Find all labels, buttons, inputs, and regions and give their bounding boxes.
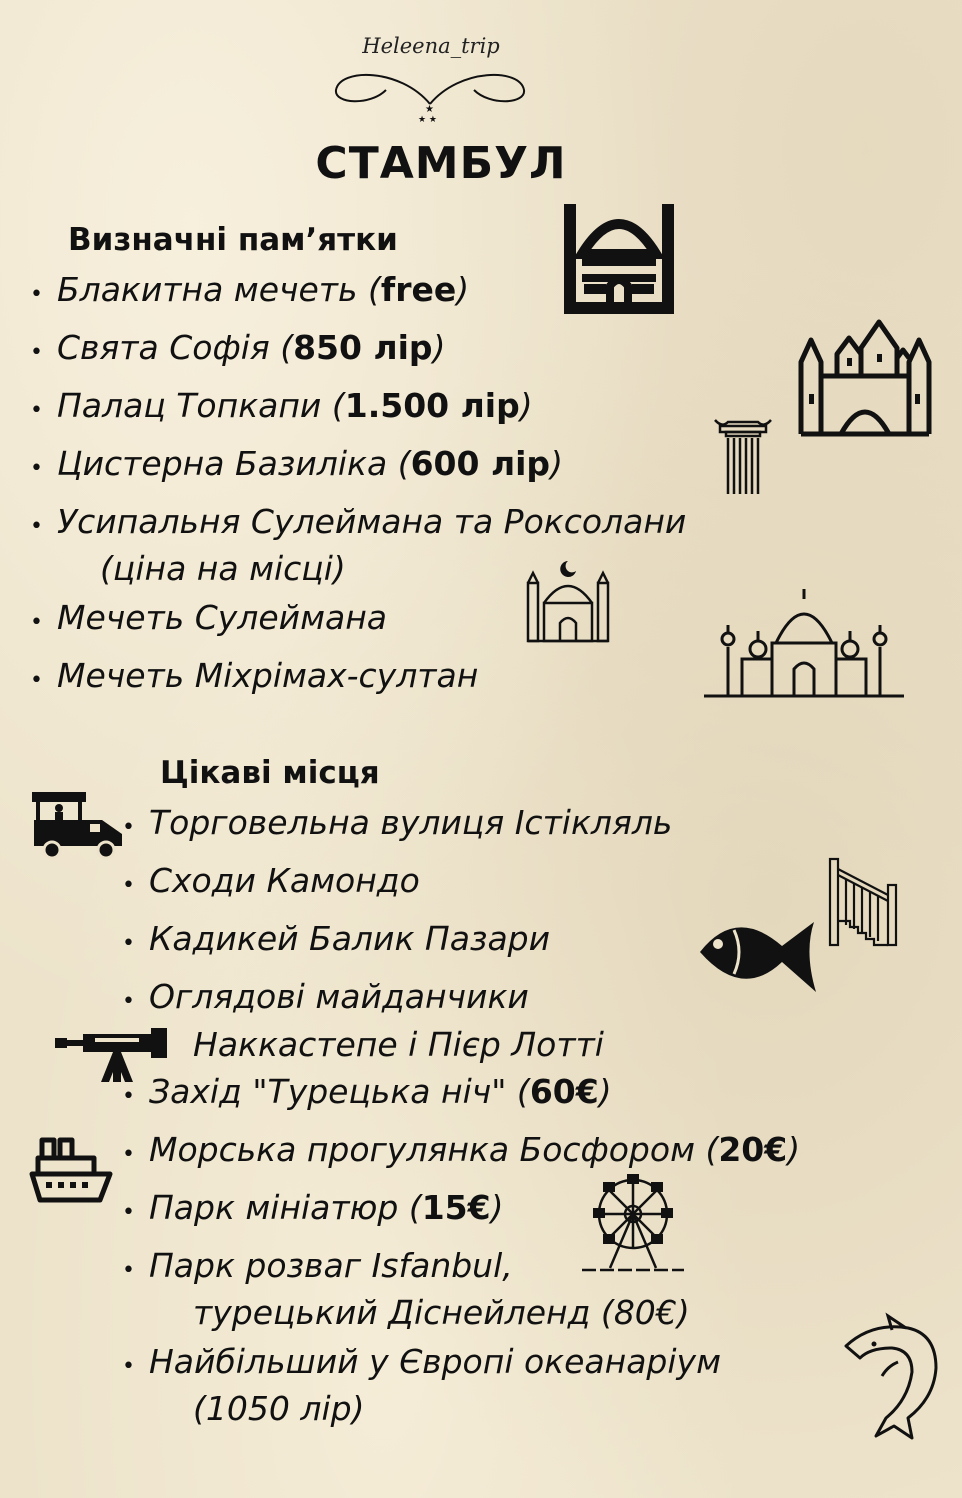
item-price: 850 лір xyxy=(293,328,433,367)
item-text: Усипальня Сулеймана та Роксолани xyxy=(56,502,687,541)
item-price: free xyxy=(380,270,457,309)
small-mosque-icon xyxy=(524,555,612,643)
item-text: Блакитна мечеть ( xyxy=(56,270,381,309)
item-tail: ) xyxy=(490,1188,504,1227)
list-item xyxy=(30,656,478,701)
page-title: СТАМБУЛ xyxy=(315,138,567,189)
item-tail: ) xyxy=(351,1389,365,1428)
bullet-icon: • xyxy=(122,1200,149,1225)
food-truck-icon xyxy=(30,790,126,858)
item-price: 600 лір xyxy=(410,444,551,483)
item-text: Мечеть Міхрімах-султан xyxy=(56,656,479,695)
item-text: Торговельна вулиця Істікляль xyxy=(148,803,673,842)
svg-text:★: ★ xyxy=(425,104,434,115)
item-tail: ) xyxy=(456,270,470,309)
item-price: 15€ xyxy=(421,1188,491,1227)
mosque-frame-icon xyxy=(560,200,678,318)
bullet-icon: • xyxy=(122,1354,149,1379)
item-text: турецький Діснейленд ( xyxy=(193,1293,614,1332)
bullet-icon: • xyxy=(30,398,57,423)
item-text: Парк розваг Isfanbul, xyxy=(148,1246,513,1285)
item-tail: ) xyxy=(676,1293,690,1332)
item-text: ( xyxy=(193,1389,206,1428)
item-tail: ) xyxy=(519,386,533,425)
item-tail: ) xyxy=(550,444,563,483)
logo-swirl-icon xyxy=(330,60,530,126)
item-text: Мечеть Сулеймана xyxy=(56,598,388,637)
list-item xyxy=(122,803,672,848)
list-item xyxy=(30,386,533,431)
item-text: Захід "Турецька ніч" ( xyxy=(148,1072,530,1111)
item-price: 80€ xyxy=(613,1293,677,1332)
ship-icon xyxy=(30,1136,112,1204)
item-price: 60€ xyxy=(529,1072,599,1111)
item-tail: ) xyxy=(787,1130,801,1169)
bullet-icon: • xyxy=(30,456,57,481)
list-item xyxy=(30,444,563,489)
item-text: Наккастепе і Пієр Лотті xyxy=(193,1025,604,1064)
bullet-icon: • xyxy=(122,931,149,956)
bullet-icon: • xyxy=(30,282,57,307)
bullet-icon: • xyxy=(122,873,149,898)
places-heading: Цікаві місця xyxy=(160,755,380,791)
list-item xyxy=(30,598,387,643)
bullet-icon: • xyxy=(30,610,57,635)
item-text: Морська прогулянка Босфором ( xyxy=(148,1130,719,1169)
list-item xyxy=(30,502,686,547)
item-price: 1050 лір xyxy=(205,1389,352,1428)
bullet-icon: • xyxy=(122,815,149,840)
item-tail: ) xyxy=(598,1072,612,1111)
list-item xyxy=(30,328,445,373)
item-price: 1.500 лір xyxy=(344,386,520,425)
list-item xyxy=(122,1246,513,1291)
item-text: Парк мініатюр ( xyxy=(148,1188,422,1227)
bullet-icon: • xyxy=(30,514,57,539)
landmarks-heading: Визначні пам’ятки xyxy=(68,222,398,258)
list-item xyxy=(122,1342,721,1387)
castle-icon xyxy=(797,318,933,438)
item-tail: ) xyxy=(432,328,446,367)
list-item xyxy=(122,1188,503,1233)
item-text: (ціна на місці) xyxy=(100,549,346,588)
list-item-continuation xyxy=(193,1025,604,1065)
item-price: 20€ xyxy=(718,1130,788,1169)
telescope-icon xyxy=(55,1026,171,1084)
list-item xyxy=(122,1072,612,1117)
ferris-wheel-icon xyxy=(580,1172,686,1276)
staircase-icon xyxy=(828,855,900,949)
item-text: Цистерна Базиліка ( xyxy=(56,444,411,483)
bullet-icon: • xyxy=(122,1258,149,1283)
bullet-icon: • xyxy=(30,340,57,365)
item-text: Палац Топкапи ( xyxy=(56,386,345,425)
logo-text: Heleena_trip xyxy=(362,34,500,58)
list-item xyxy=(122,861,420,906)
list-item xyxy=(122,977,529,1022)
item-text: Свята Софія ( xyxy=(56,328,294,367)
item-text: Найбільший у Європі океанаріум xyxy=(148,1342,721,1381)
list-item xyxy=(122,1130,800,1175)
bullet-icon: • xyxy=(122,1142,149,1167)
list-item xyxy=(30,270,469,315)
list-item-continuation xyxy=(193,1389,364,1429)
bullet-icon: • xyxy=(30,668,57,693)
item-text: Сходи Камондо xyxy=(148,861,420,900)
column-icon xyxy=(712,416,774,498)
grand-mosque-icon xyxy=(702,585,906,700)
list-item-continuation xyxy=(100,549,346,589)
bullet-icon: • xyxy=(122,989,149,1014)
list-item xyxy=(122,919,550,964)
list-item-continuation xyxy=(193,1293,690,1333)
bullet-icon: • xyxy=(122,1084,149,1109)
svg-text:★ ★: ★ ★ xyxy=(418,115,437,125)
dolphin-icon xyxy=(842,1314,942,1444)
item-text: Оглядові майданчики xyxy=(148,977,529,1016)
fish-icon xyxy=(696,912,820,998)
item-text: Кадикей Балик Пазари xyxy=(148,919,551,958)
